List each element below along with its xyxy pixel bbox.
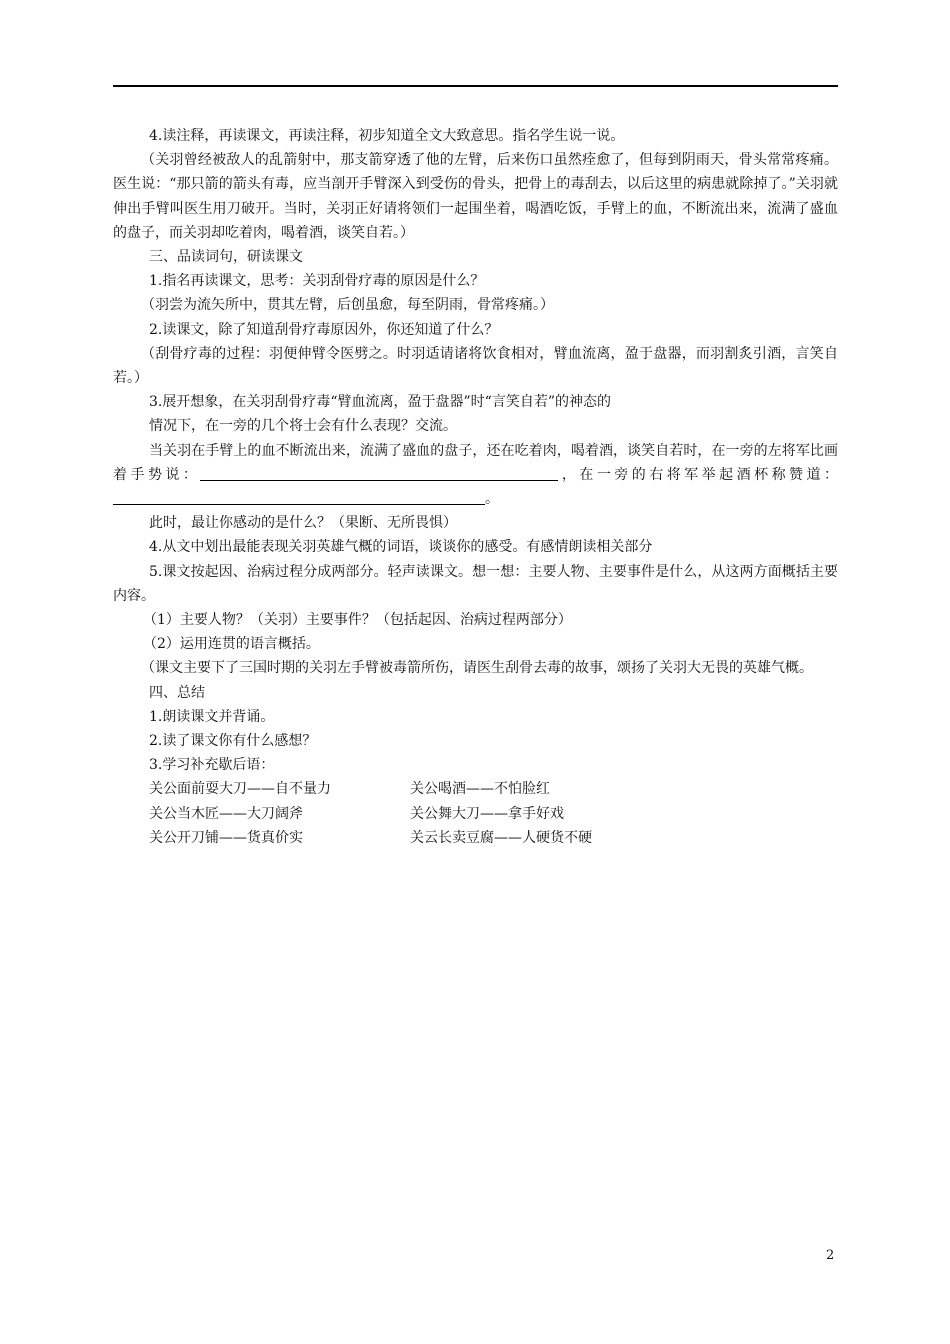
paragraph: 2.读了课文你有什么感想？ [149,733,317,750]
fill-in-text-2: ，在一旁的右将军举起酒杯称赞道： [558,466,839,483]
paragraph: 4.从文中划出最能表现关羽英雄气概的词语，谈谈你的感受。有感情朗读相关部分 [149,539,653,556]
document-body [113,124,838,850]
xiehouyu-item: 关公面前耍大刀——自不量力 [149,781,331,798]
paragraph: 3.展开想象，在关羽刮骨疗毒“臂血流离，盈于盘器”时“言笑自若”的神态的 [149,394,611,411]
paragraph: 3.学习补充歇后语： [149,757,275,774]
xiehouyu-row [113,777,838,801]
paragraph: 1.朗读课文并背诵。 [149,708,275,725]
paragraph: 4.读注释，再读课文，再读注释，初步知道全文大致意思。指名学生说一说。 [149,128,625,144]
fill-in-text-3: 。 [485,491,499,508]
fill-in-text-1: 当关羽在手臂上的血不断流出来，流满了盛血的盘子，还在吃着肉，喝着酒，谈笑自若时，在一旁的左将军比画着手势说： [113,442,838,483]
paragraph: （1）主要人物？（关羽）主要事件？（包括起因、治病过程两部分） [143,612,572,629]
paragraph: （2）运用连贯的语言概括。 [143,636,320,653]
section-heading: 三、品读词句，研读课文 [149,249,303,266]
blank-line-1[interactable] [200,466,558,481]
paragraph: 1.指名再读课文，思考：关羽刮骨疗毒的原因是什么？ [149,273,485,290]
paragraph: 此时，最让你感动的是什么？（果断、无所畏惧） [149,515,457,532]
fill-in-paragraph [113,439,838,512]
xiehouyu-item: 关公舞大刀——拿手好戏 [410,805,564,822]
xiehouyu-item: 关公当木匠——大刀阔斧 [149,805,303,822]
blank-line-2[interactable] [113,490,485,505]
xiehouyu-item: 关云长卖豆腐——人硬货不硬 [410,829,592,846]
page-number: 2 [826,1248,835,1263]
header-rule [113,85,838,87]
paragraph: 2.读课文，除了知道刮骨疗毒原因外，你还知道了什么？ [149,321,499,338]
paragraph: （刮骨疗毒的过程：羽便伸臂令医劈之。时羽适请诸将饮食相对，臂血流离，盈于盘器，而羽割炙引酒，言笑自若。） [113,345,838,387]
xiehouyu-row [113,802,838,826]
paragraph: 5.课文按起因、治病过程分成两部分。轻声读课文。想一想：主要人物、主要事件是什么，从这两方面概括主要内容。 [113,563,838,604]
section-heading: 四、总结 [149,684,205,701]
paragraph: （羽尝为流矢所中，贯其左臂，后创虽愈，每至阴雨，骨常疼痛。） [141,297,554,314]
xiehouyu-row [113,826,838,850]
xiehouyu-item: 关公喝酒——不怕脸红 [410,781,550,798]
xiehouyu-item: 关公开刀铺——货真价实 [149,829,303,846]
paragraph: （课文主要下了三国时期的关羽左手臂被毒箭所伤，请医生刮骨去毒的故事，颂扬了关羽大无畏的英雄气概。 [141,660,813,677]
paragraph: 情况下，在一旁的几个将士会有什么表现？交流。 [149,418,457,435]
paragraph: （关羽曾经被敌人的乱箭射中，那支箭穿透了他的左臂，后来伤口虽然痊愈了，但每到阴雨天，骨头常常疼痛。医生说：“那只箭的箭头有毒，应当剖开手臂深入到受伤的骨头，把骨上的毒刮去，以后这里的病患就除掉了。”关羽就伸出手臂叫医生用刀破开。当时，关羽正好请将领们一起围坐着，喝酒吃饭，手臂上的血，不断流出来，流满了盛血的盘子，而关羽却吃着肉，喝着酒，谈笑自若。） [113,152,838,241]
